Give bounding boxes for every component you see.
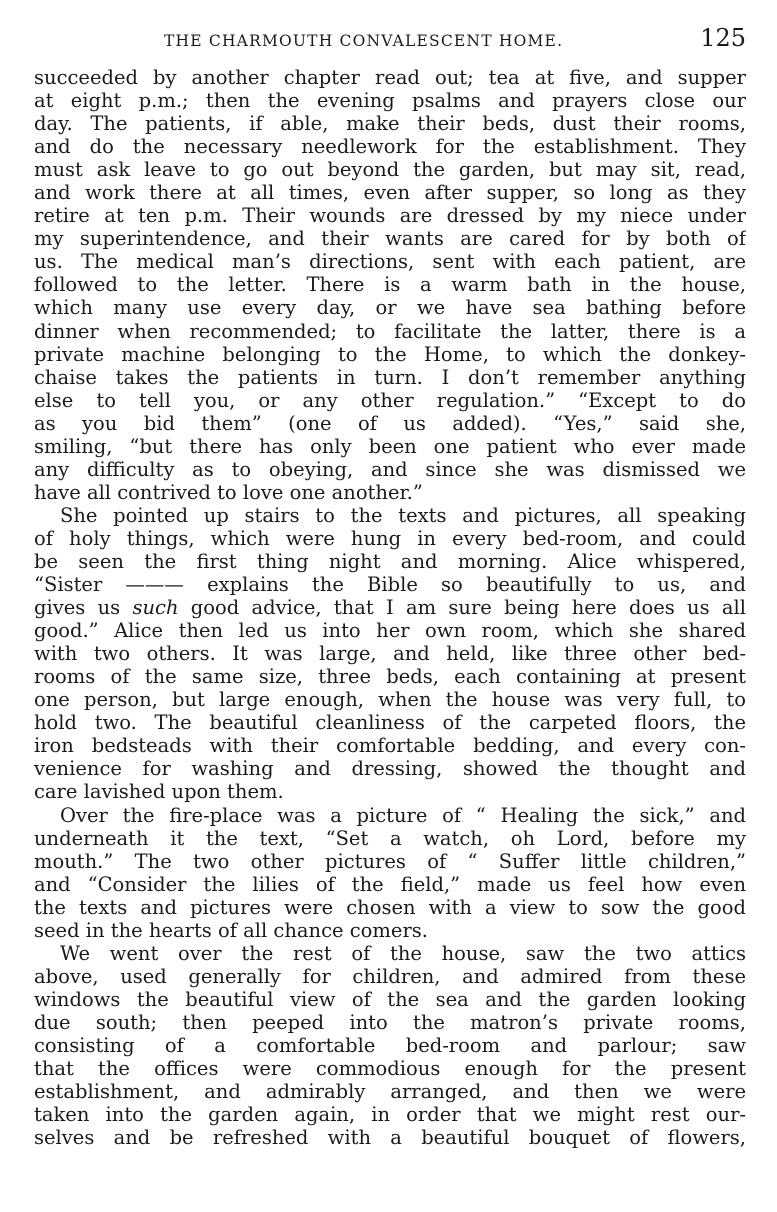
text-line: mouth.” The two other pictures of “ Suffer little children,”: [34, 849, 746, 873]
text-line: that the offices were commodious enough for the present: [34, 1057, 746, 1081]
text-line: and do the necessary needlework for the establishment. They: [34, 135, 746, 159]
text-line: which many use every day, or we have sea bathing before: [34, 296, 746, 320]
text-line: and work there at all times, even after supper, so long as they: [34, 181, 746, 205]
page-number: 125: [700, 24, 746, 52]
text-line: dinner when recommended; to facilitate the latter, there is a: [34, 319, 746, 343]
paragraph-start-line: Over the fire-place was a picture of “ Healing the sick,” and: [60, 803, 746, 827]
paragraph-end-line: care lavished upon them.: [34, 780, 284, 804]
text-line: windows the beautiful view of the sea and the garden looking: [34, 987, 746, 1011]
text-line: venience for washing and dressing, showed the thought and: [34, 757, 746, 781]
text-line: must ask leave to go out beyond the garden, but may sit, read,: [34, 158, 746, 182]
paragraph-start-line: We went over the rest of the house, saw the two attics: [60, 941, 746, 965]
text-line: smiling, “but there has only been one patient who ever made: [34, 434, 746, 458]
text-line: rooms of the same size, three beds, each containing at present: [34, 665, 746, 689]
text-line: succeeded by another chapter read out; tea at five, and supper: [34, 66, 746, 89]
text-line-with-emphasis: [34, 596, 746, 619]
text-line: else to tell you, or any other regulation.” “Except to do: [34, 388, 746, 412]
running-header: [34, 22, 746, 58]
text-line: establishment, and admirably arranged, and then we were: [34, 1080, 746, 1104]
text-line: above, used generally for children, and admired from these: [34, 964, 746, 988]
text-line: and “Consider the lilies of the field,” made us feel how even: [34, 872, 746, 896]
text-line: consisting of a comfortable bed-room and parlour; saw: [34, 1033, 746, 1057]
text-line: iron bedsteads with their comfortable bedding, and every con-: [34, 734, 746, 758]
paragraph-start-line: She pointed up stairs to the texts and pictures, all speaking: [60, 503, 746, 527]
text-line: taken into the garden again, in order that we might rest our-: [34, 1103, 746, 1127]
text-line: the texts and pictures were chosen with a view to sow the good: [34, 895, 746, 919]
text-fragment: good advice, that I am sure being here does us all: [190, 596, 746, 620]
text-line: retire at ten p.m. Their wounds are dressed by my niece under: [34, 204, 746, 228]
text-line: due south; then peeped into the matron’s private rooms,: [34, 1010, 746, 1034]
text-line: be seen the first thing night and morning. Alice whispered,: [34, 549, 746, 573]
text-line: with two others. It was large, and held, like three other bed-: [34, 642, 746, 666]
text-line: good.” Alice then led us into her own room, which she shared: [34, 619, 746, 643]
book-page: [34, 22, 746, 1149]
text-line: as you bid them” (one of us added). “Yes,” said she,: [34, 411, 746, 435]
text-line: at eight p.m.; then the evening psalms and prayers close our: [34, 89, 746, 113]
text-line: followed to the letter. There is a warm bath in the house,: [34, 273, 746, 297]
text-line: “Sister ——— explains the Bible so beautifully to us, and: [34, 573, 746, 597]
text-line: my superintendence, and their wants are cared for by both of: [34, 227, 746, 251]
text-line: one person, but large enough, when the house was very full, to: [34, 688, 746, 712]
emphasized-word: such: [132, 596, 179, 620]
text-line: of holy things, which were hung in every bed-room, and could: [34, 526, 746, 550]
text-fragment: gives us: [34, 596, 121, 620]
text-line: us. The medical man’s directions, sent with each patient, are: [34, 250, 746, 274]
text-line: underneath it the text, “Set a watch, oh Lord, before my: [34, 826, 746, 850]
paragraph-end-line: have all contrived to love one another.”: [34, 480, 423, 504]
text-line: chaise takes the patients in turn. I don’t remember anything: [34, 365, 746, 389]
paragraph-end-line: seed in the hearts of all chance comers.: [34, 918, 428, 942]
text-line: private machine belonging to the Home, to which the donkey-: [34, 342, 746, 366]
body-text: [34, 66, 746, 1149]
text-line: hold two. The beautiful cleanliness of the carpeted floors, the: [34, 711, 746, 735]
text-line: any difficulty as to obeying, and since she was dismissed we: [34, 457, 746, 481]
text-line: day. The patients, if able, make their beds, dust their rooms,: [34, 112, 746, 136]
running-title: THE CHARMOUTH CONVALESCENT HOME.: [164, 32, 564, 50]
text-line: selves and be refreshed with a beautiful bouquet of flowers,: [34, 1126, 746, 1150]
